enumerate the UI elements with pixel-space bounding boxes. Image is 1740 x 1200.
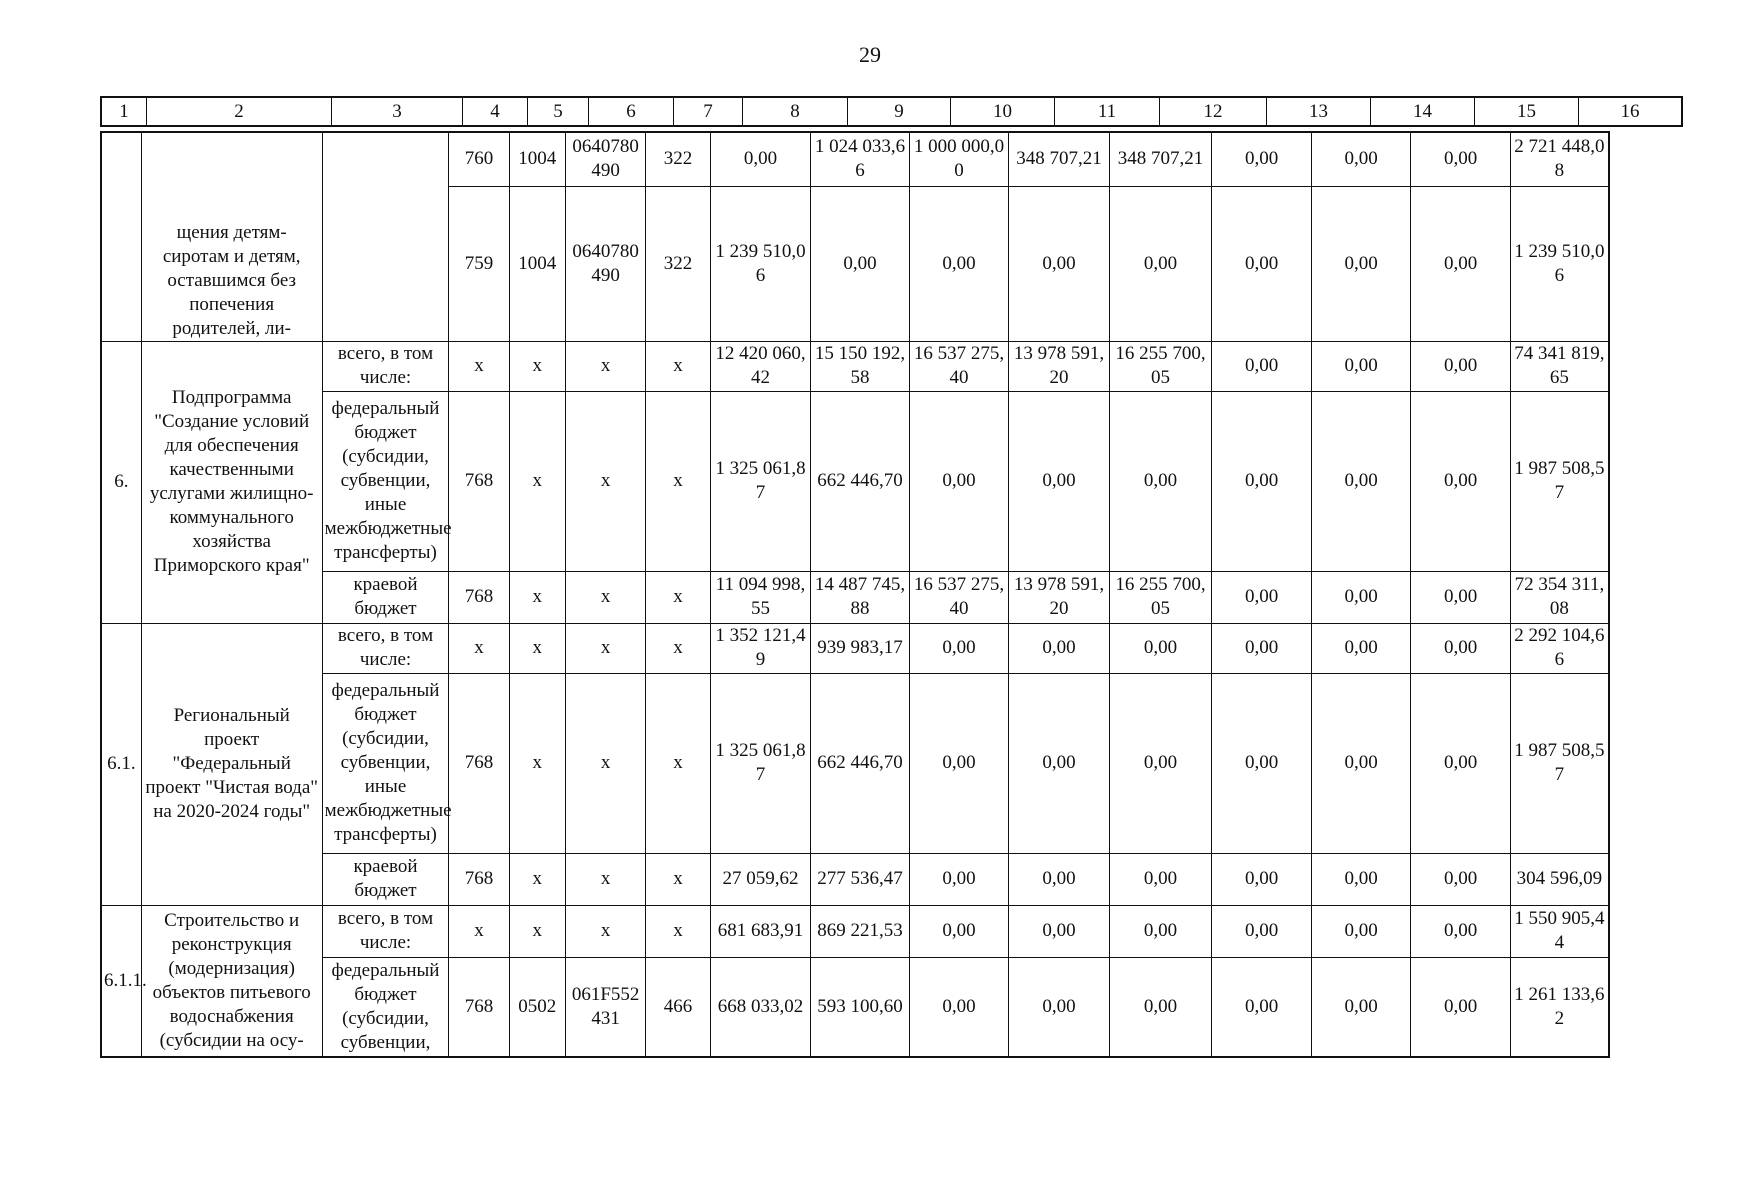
table-cell: 0,00 (1109, 623, 1212, 673)
row-source-cell: федеральный бюджет (субсидии, субвенции, иные межбюджетные трансферты) (322, 391, 449, 571)
table-cell: 0,00 (1212, 186, 1312, 341)
table-cell: 1 239 510,06 (1510, 186, 1609, 341)
table-cell: 0,00 (1009, 853, 1110, 905)
column-header: 8 (743, 97, 848, 126)
table-row (101, 853, 1609, 905)
table-cell: x (509, 905, 565, 957)
table-cell: 0,00 (909, 853, 1009, 905)
column-header: 11 (1055, 97, 1160, 126)
table-cell: 1 987 508,57 (1510, 391, 1609, 571)
table-cell: 0,00 (1411, 186, 1511, 341)
column-header: 14 (1371, 97, 1475, 126)
table-cell: 14 487 745,88 (811, 571, 910, 623)
table-cell: 0,00 (1411, 623, 1511, 673)
table-cell: 0,00 (811, 186, 910, 341)
table-cell: 348 707,21 (1009, 132, 1110, 186)
budget-table (100, 131, 1610, 1058)
table-cell: 72 354 311,08 (1510, 571, 1609, 623)
table-cell: 0,00 (1009, 673, 1110, 853)
row-source-cell (322, 132, 449, 341)
table-row (101, 571, 1609, 623)
table-cell: 0,00 (1411, 571, 1511, 623)
table-cell: x (646, 341, 710, 391)
table-cell: 0,00 (1109, 673, 1212, 853)
table-cell: 27 059,62 (710, 853, 811, 905)
column-header: 10 (951, 97, 1055, 126)
table-cell: x (509, 341, 565, 391)
column-header: 5 (528, 97, 589, 126)
row-source-cell: федеральный бюджет (субсидии, субвенции, (322, 957, 449, 1057)
column-header: 7 (674, 97, 743, 126)
table-cell: 768 (449, 853, 509, 905)
table-cell: 0,00 (909, 186, 1009, 341)
table-cell: 0,00 (1109, 186, 1212, 341)
table-cell: x (449, 905, 509, 957)
table-row (101, 623, 1609, 673)
table-cell: 0,00 (1109, 957, 1212, 1057)
table-cell: 322 (646, 132, 710, 186)
table-cell: 0,00 (1212, 905, 1312, 957)
table-cell: x (565, 673, 645, 853)
table-cell: 1004 (509, 186, 565, 341)
table-cell: 681 683,91 (710, 905, 811, 957)
table-cell: x (509, 623, 565, 673)
row-name-cell: Строительство и реконструкция (модернизация) объектов питьевого водоснабжения (субсидии на осу- (141, 905, 322, 1057)
column-number-row (101, 97, 1682, 126)
table-cell: 0,00 (1311, 391, 1411, 571)
table-cell: x (646, 391, 710, 571)
table-cell: 11 094 998,55 (710, 571, 811, 623)
column-header: 3 (332, 97, 463, 126)
table-cell: 0,00 (1311, 623, 1411, 673)
table-cell: 768 (449, 957, 509, 1057)
column-header: 15 (1475, 97, 1579, 126)
table-cell: 0,00 (1311, 186, 1411, 341)
table-cell: 0,00 (1311, 853, 1411, 905)
table-cell: 0,00 (1212, 957, 1312, 1057)
column-header: 9 (848, 97, 951, 126)
table-cell: 759 (449, 186, 509, 341)
table-cell: 277 536,47 (811, 853, 910, 905)
table-cell: x (565, 571, 645, 623)
table-cell: 593 100,60 (811, 957, 910, 1057)
table-row (101, 132, 1609, 186)
row-source-cell: всего, в том числе: (322, 341, 449, 391)
table-cell: 0,00 (1411, 132, 1511, 186)
table-cell: 13 978 591,20 (1009, 571, 1110, 623)
table-cell: x (646, 623, 710, 673)
table-cell: 0,00 (1411, 391, 1511, 571)
table-cell: 768 (449, 673, 509, 853)
table-cell: 0,00 (1212, 623, 1312, 673)
row-number-cell: 6.1. (101, 623, 141, 905)
table-cell: x (565, 623, 645, 673)
table-cell: 0,00 (1009, 391, 1110, 571)
table-cell: x (449, 623, 509, 673)
table-cell: 1 239 510,06 (710, 186, 811, 341)
table-cell: x (646, 905, 710, 957)
table-cell: 768 (449, 391, 509, 571)
row-number-cell (101, 132, 141, 341)
table-cell: 1 325 061,87 (710, 673, 811, 853)
table-cell: 12 420 060,42 (710, 341, 811, 391)
table-cell: 0,00 (909, 391, 1009, 571)
table-cell: x (509, 391, 565, 571)
table-cell: x (565, 391, 645, 571)
column-header: 13 (1267, 97, 1371, 126)
table-cell: 939 983,17 (811, 623, 910, 673)
table-cell: 0,00 (909, 957, 1009, 1057)
table-row (101, 673, 1609, 853)
table-cell: 869 221,53 (811, 905, 910, 957)
table-cell: 0,00 (1009, 905, 1110, 957)
table-cell: 0,00 (710, 132, 811, 186)
table-cell: 1 261 133,62 (1510, 957, 1609, 1057)
table-cell: 0,00 (1212, 673, 1312, 853)
table-row (101, 391, 1609, 571)
table-cell: 0,00 (1311, 673, 1411, 853)
table-cell: 1 024 033,66 (811, 132, 910, 186)
row-source-cell: краевой бюджет (322, 853, 449, 905)
table-header-row (100, 96, 1683, 127)
table-cell: x (509, 571, 565, 623)
table-cell: 0,00 (1212, 132, 1312, 186)
table-cell: 061F552431 (565, 957, 645, 1057)
table-cell: 768 (449, 571, 509, 623)
column-header: 4 (463, 97, 528, 126)
table-cell: 1 000 000,00 (909, 132, 1009, 186)
table-cell: 74 341 819,65 (1510, 341, 1609, 391)
table-row (101, 957, 1609, 1057)
table-cell: 0,00 (1009, 186, 1110, 341)
table-cell: 0,00 (1009, 623, 1110, 673)
table-cell: 0,00 (1411, 905, 1511, 957)
table-cell: 15 150 192,58 (811, 341, 910, 391)
table-cell: 0,00 (1009, 957, 1110, 1057)
table-cell: 16 537 275,40 (909, 571, 1009, 623)
table-cell: 0,00 (1212, 571, 1312, 623)
table-cell: x (646, 853, 710, 905)
table-cell: x (509, 673, 565, 853)
table-cell: x (646, 673, 710, 853)
table-cell: 0,00 (1411, 853, 1511, 905)
table-cell: 0,00 (1311, 341, 1411, 391)
table-cell: 0,00 (1411, 673, 1511, 853)
table-cell: 662 446,70 (811, 673, 910, 853)
table-cell: x (509, 853, 565, 905)
table-cell: 0,00 (1311, 957, 1411, 1057)
column-header: 12 (1160, 97, 1267, 126)
table-cell: 0,00 (909, 673, 1009, 853)
table-cell: 0,00 (1212, 341, 1312, 391)
column-header: 2 (147, 97, 332, 126)
table-cell: 16 537 275,40 (909, 341, 1009, 391)
row-source-cell: федеральный бюджет (субсидии, субвенции, иные межбюджетные трансферты) (322, 673, 449, 853)
table-row (101, 905, 1609, 957)
column-header: 6 (589, 97, 674, 126)
table-cell: 0,00 (1212, 853, 1312, 905)
table-cell: 2 292 104,66 (1510, 623, 1609, 673)
table-cell: 0,00 (1109, 905, 1212, 957)
row-name-cell: Региональный проект "Федеральный проект "Чистая вода" на 2020-2024 годы" (141, 623, 322, 905)
table-cell: 0,00 (1411, 957, 1511, 1057)
row-name-cell: Подпрограмма "Создание условий для обеспечения качественными услугами жилищно-коммунального хозяйства Приморского края" (141, 341, 322, 623)
table-cell: 16 255 700,05 (1109, 571, 1212, 623)
table-cell: 13 978 591,20 (1009, 341, 1110, 391)
table-cell: 0640780490 (565, 186, 645, 341)
table-cell: 0,00 (1109, 853, 1212, 905)
table-cell: 662 446,70 (811, 391, 910, 571)
table-cell: 0,00 (909, 905, 1009, 957)
table-cell: 0,00 (1311, 132, 1411, 186)
column-header: 1 (101, 97, 147, 126)
table-cell: 0,00 (1109, 391, 1212, 571)
table-row (101, 341, 1609, 391)
table-cell: 466 (646, 957, 710, 1057)
table-cell: 0,00 (1212, 391, 1312, 571)
row-number-cell: 6.1.1. (101, 905, 141, 1057)
column-header: 16 (1579, 97, 1683, 126)
table-cell: 1 325 061,87 (710, 391, 811, 571)
row-source-cell: краевой бюджет (322, 571, 449, 623)
table-cell: x (565, 905, 645, 957)
row-source-cell: всего, в том числе: (322, 623, 449, 673)
table-cell: 0,00 (909, 623, 1009, 673)
table-cell: 348 707,21 (1109, 132, 1212, 186)
table-cell: x (449, 341, 509, 391)
row-source-cell: всего, в том числе: (322, 905, 449, 957)
table-cell: 304 596,09 (1510, 853, 1609, 905)
table-cell: 760 (449, 132, 509, 186)
table-cell: 1 550 905,44 (1510, 905, 1609, 957)
row-number-cell: 6. (101, 341, 141, 623)
page-number: 29 (859, 42, 881, 67)
table-cell: 1 352 121,49 (710, 623, 811, 673)
table-cell: x (565, 853, 645, 905)
table-cell: 0502 (509, 957, 565, 1057)
table-cell: 16 255 700,05 (1109, 341, 1212, 391)
table-cell: x (565, 341, 645, 391)
table-cell: 668 033,02 (710, 957, 811, 1057)
table-cell: 0,00 (1311, 905, 1411, 957)
table-cell: 322 (646, 186, 710, 341)
table-cell: 0,00 (1311, 571, 1411, 623)
table-cell: 1004 (509, 132, 565, 186)
table-cell: 1 987 508,57 (1510, 673, 1609, 853)
table-cell: 2 721 448,08 (1510, 132, 1609, 186)
table-cell: 0640780490 (565, 132, 645, 186)
row-name-cell: щения детям-сиротам и детям, оставшимся без попечения родителей, ли- (141, 132, 322, 341)
table-cell: 0,00 (1411, 341, 1511, 391)
table-cell: x (646, 571, 710, 623)
